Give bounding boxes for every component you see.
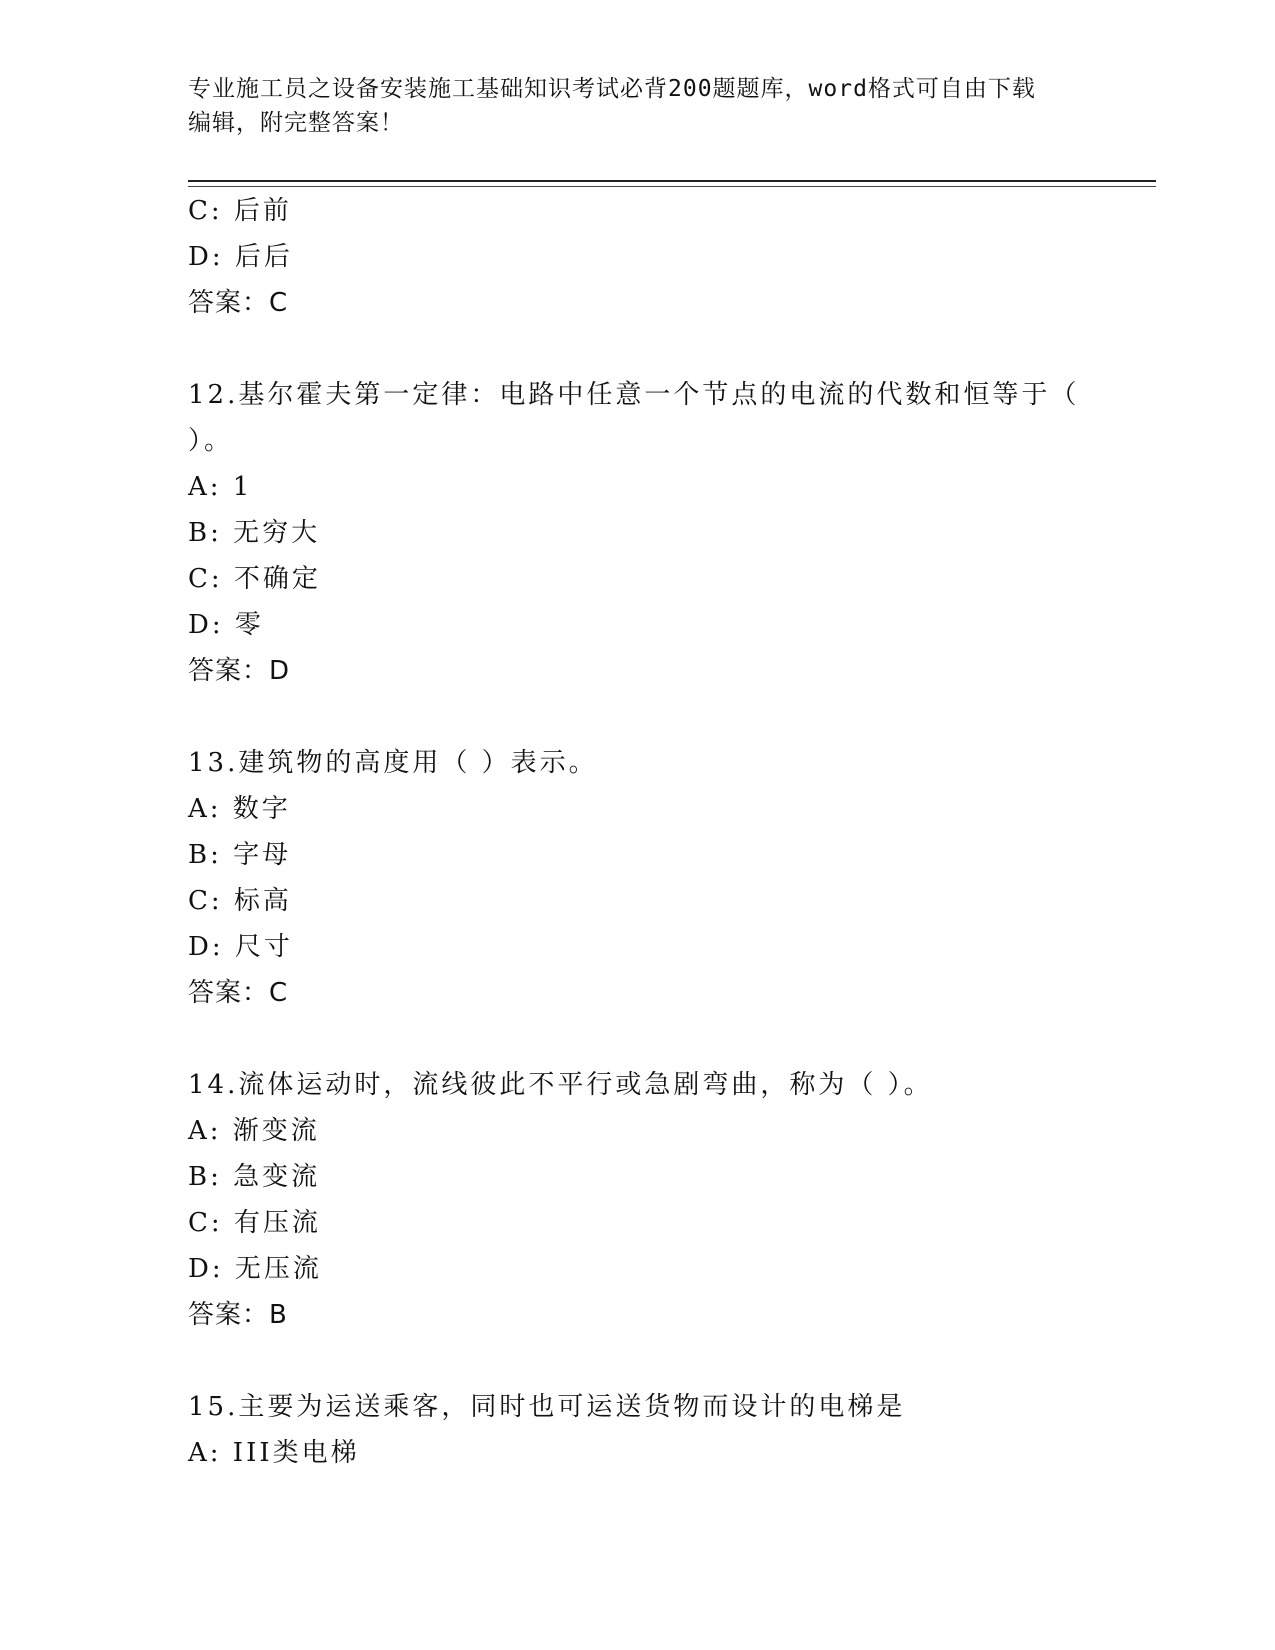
option-d: D: 无压流 — [188, 1254, 322, 1284]
answer-label: 答案：C — [188, 288, 289, 318]
spacer — [188, 326, 1088, 372]
option-d: D: 尺寸 — [188, 932, 293, 962]
answer-label: 答案：B — [188, 1300, 288, 1330]
question-text: 13.建筑物的高度用（ ）表示。 — [188, 748, 598, 778]
option-a: A: III类电梯 — [188, 1438, 360, 1468]
header-divider-thin — [188, 186, 1156, 187]
header-divider-thick — [188, 180, 1156, 182]
document-header — [188, 72, 1088, 140]
option-a: A: 数字 — [188, 794, 291, 824]
option-d: D: 零 — [188, 610, 264, 640]
option-c: C: 标高 — [188, 886, 292, 916]
header-title-line-2: 编辑，附完整答案！ — [188, 110, 404, 136]
question-text: 14.流体运动时，流线彼此不平行或急剧弯曲，称为（ ）。 — [188, 1070, 933, 1100]
option-a: A: 渐变流 — [188, 1116, 320, 1146]
question-text-continued: ）。 — [188, 426, 234, 456]
option-c: C: 后前 — [188, 196, 292, 226]
header-title-line-1: 专业施工员之设备安装施工基础知识考试必背200题题库，word格式可自由下载 — [188, 76, 1036, 102]
option-c: C: 不确定 — [188, 564, 321, 594]
question-text: 15.主要为运送乘客，同时也可运送货物而设计的电梯是 — [188, 1392, 906, 1422]
spacer — [188, 1016, 1088, 1062]
question-12 — [188, 372, 1088, 694]
option-b: B: 急变流 — [188, 1162, 321, 1192]
answer-label: 答案：C — [188, 978, 289, 1008]
question-15 — [188, 1384, 1088, 1476]
option-d: D: 后后 — [188, 242, 293, 272]
question-list — [188, 188, 1088, 1476]
option-b: B: 字母 — [188, 840, 292, 870]
answer-label: 答案：D — [188, 656, 291, 686]
question-13 — [188, 740, 1088, 1016]
question-11-continued — [188, 188, 1088, 326]
question-14 — [188, 1062, 1088, 1338]
option-b: B: 无穷大 — [188, 518, 321, 548]
option-c: C: 有压流 — [188, 1208, 321, 1238]
question-text: 12.基尔霍夫第一定律：电路中任意一个节点的电流的代数和恒等于（ — [188, 380, 1080, 410]
spacer — [188, 694, 1088, 740]
spacer — [188, 1338, 1088, 1384]
option-a: A: 1 — [188, 472, 253, 502]
